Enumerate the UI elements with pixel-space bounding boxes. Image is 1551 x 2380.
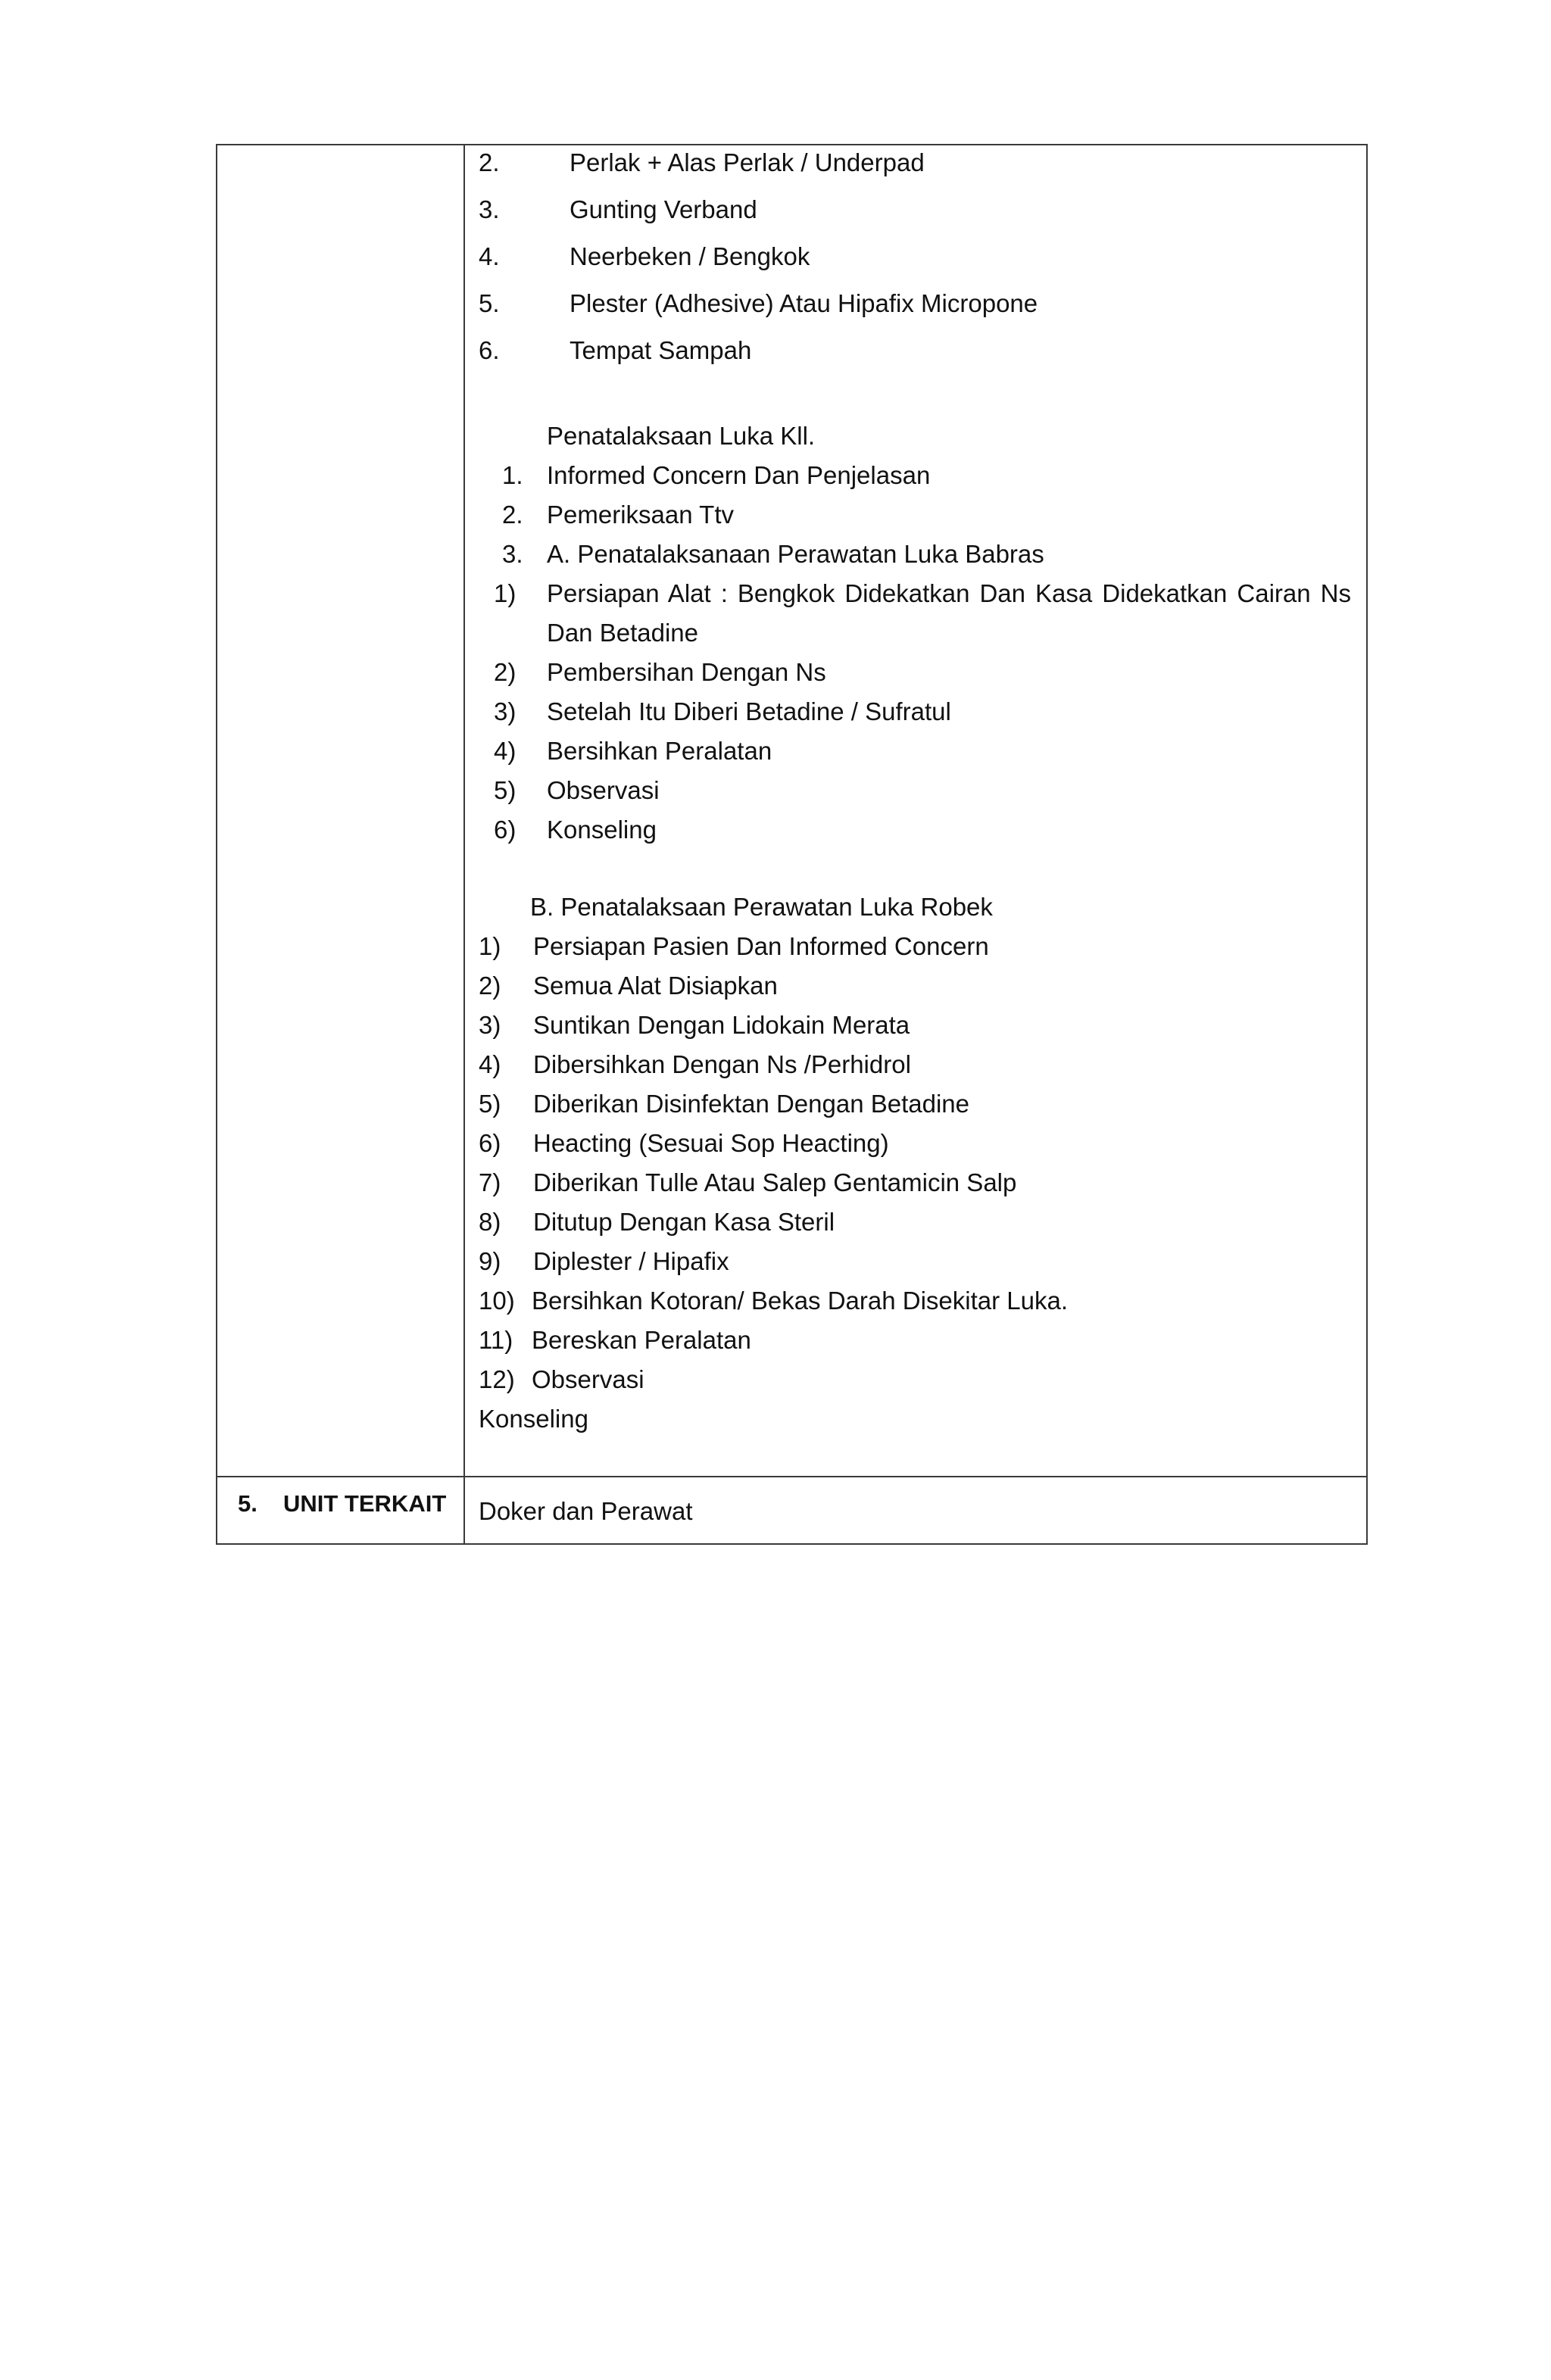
trailing-text: Konseling [479,1405,588,1433]
list-item: Tempat Sampah [570,336,752,364]
step-text: Diberikan Disinfektan Dengan Betadine [533,1090,970,1118]
list-number: 2. [479,148,500,176]
list-number: 2. [502,501,523,529]
step-number: 4) [494,737,516,765]
step-number: 6) [494,816,516,844]
list-item: Gunting Verband [570,195,757,223]
step-number: 3) [494,697,516,725]
section-number: 5. [238,1490,257,1517]
step-text: Observasi [547,776,660,804]
step-text: Bersihkan Kotoran/ Bekas Darah Disekitar Luka. [532,1287,1069,1315]
step-number: 11) [479,1326,513,1354]
list-item: A. Penatalaksanaan Perawatan Luka Babras [547,540,1044,568]
unit-value: Doker dan Perawat [479,1497,693,1525]
step-number: 3) [479,1011,501,1039]
list-item: Informed Concern Dan Penjelasan [547,461,931,489]
step-number: 8) [479,1208,501,1236]
section-label: UNIT TERKAIT [283,1490,447,1517]
step-number: 1) [494,579,516,607]
step-text: Observasi [532,1365,644,1393]
step-text: Dibersihkan Dengan Ns /Perhidrol [533,1050,911,1078]
step-number: 4) [479,1050,501,1078]
step-number: 2) [494,658,516,686]
step-text-continued: Dan Betadine [547,619,698,647]
list-item: Neerbeken / Bengkok [570,242,810,270]
step-text: Bereskan Peralatan [532,1326,751,1354]
list-item: Perlak + Alas Perlak / Underpad [570,148,925,176]
column-divider [463,144,465,1545]
step-number: 12) [479,1365,515,1393]
step-number: 2) [479,972,501,1000]
list-number: 4. [479,242,500,270]
step-text: Heacting (Sesuai Sop Heacting) [533,1129,889,1157]
list-number: 3. [479,195,500,223]
step-number: 1) [479,932,501,960]
row-divider [216,1476,1368,1477]
step-text: Pembersihan Dengan Ns [547,658,826,686]
step-text: Setelah Itu Diberi Betadine / Sufratul [547,697,951,725]
step-text: Persiapan Alat : Bengkok Didekatkan Dan Kasa Didekatkan Cairan Ns [547,579,1351,607]
step-number: 5) [494,776,516,804]
section-heading: Penatalaksaan Luka Kll. [547,422,816,450]
step-text: Suntikan Dengan Lidokain Merata [533,1011,910,1039]
list-number: 3. [502,540,523,568]
step-number: 7) [479,1168,501,1196]
step-text: Semua Alat Disiapkan [533,972,778,1000]
list-number: 6. [479,336,500,364]
list-item: Plester (Adhesive) Atau Hipafix Micropone [570,289,1038,317]
procedure-table [216,144,1368,1545]
step-text: Konseling [547,816,657,844]
step-text: Diplester / Hipafix [533,1247,729,1275]
section-heading: B. Penatalaksaan Perawatan Luka Robek [530,893,993,921]
step-text: Ditutup Dengan Kasa Steril [533,1208,835,1236]
step-text: Persiapan Pasien Dan Informed Concern [533,932,989,960]
step-number: 6) [479,1129,501,1157]
list-number: 1. [502,461,523,489]
step-number: 10) [479,1287,515,1315]
step-number: 9) [479,1247,501,1275]
step-text: Bersihkan Peralatan [547,737,772,765]
list-number: 5. [479,289,500,317]
step-number: 5) [479,1090,501,1118]
list-item: Pemeriksaan Ttv [547,501,734,529]
step-text: Diberikan Tulle Atau Salep Gentamicin Salp [533,1168,1017,1196]
